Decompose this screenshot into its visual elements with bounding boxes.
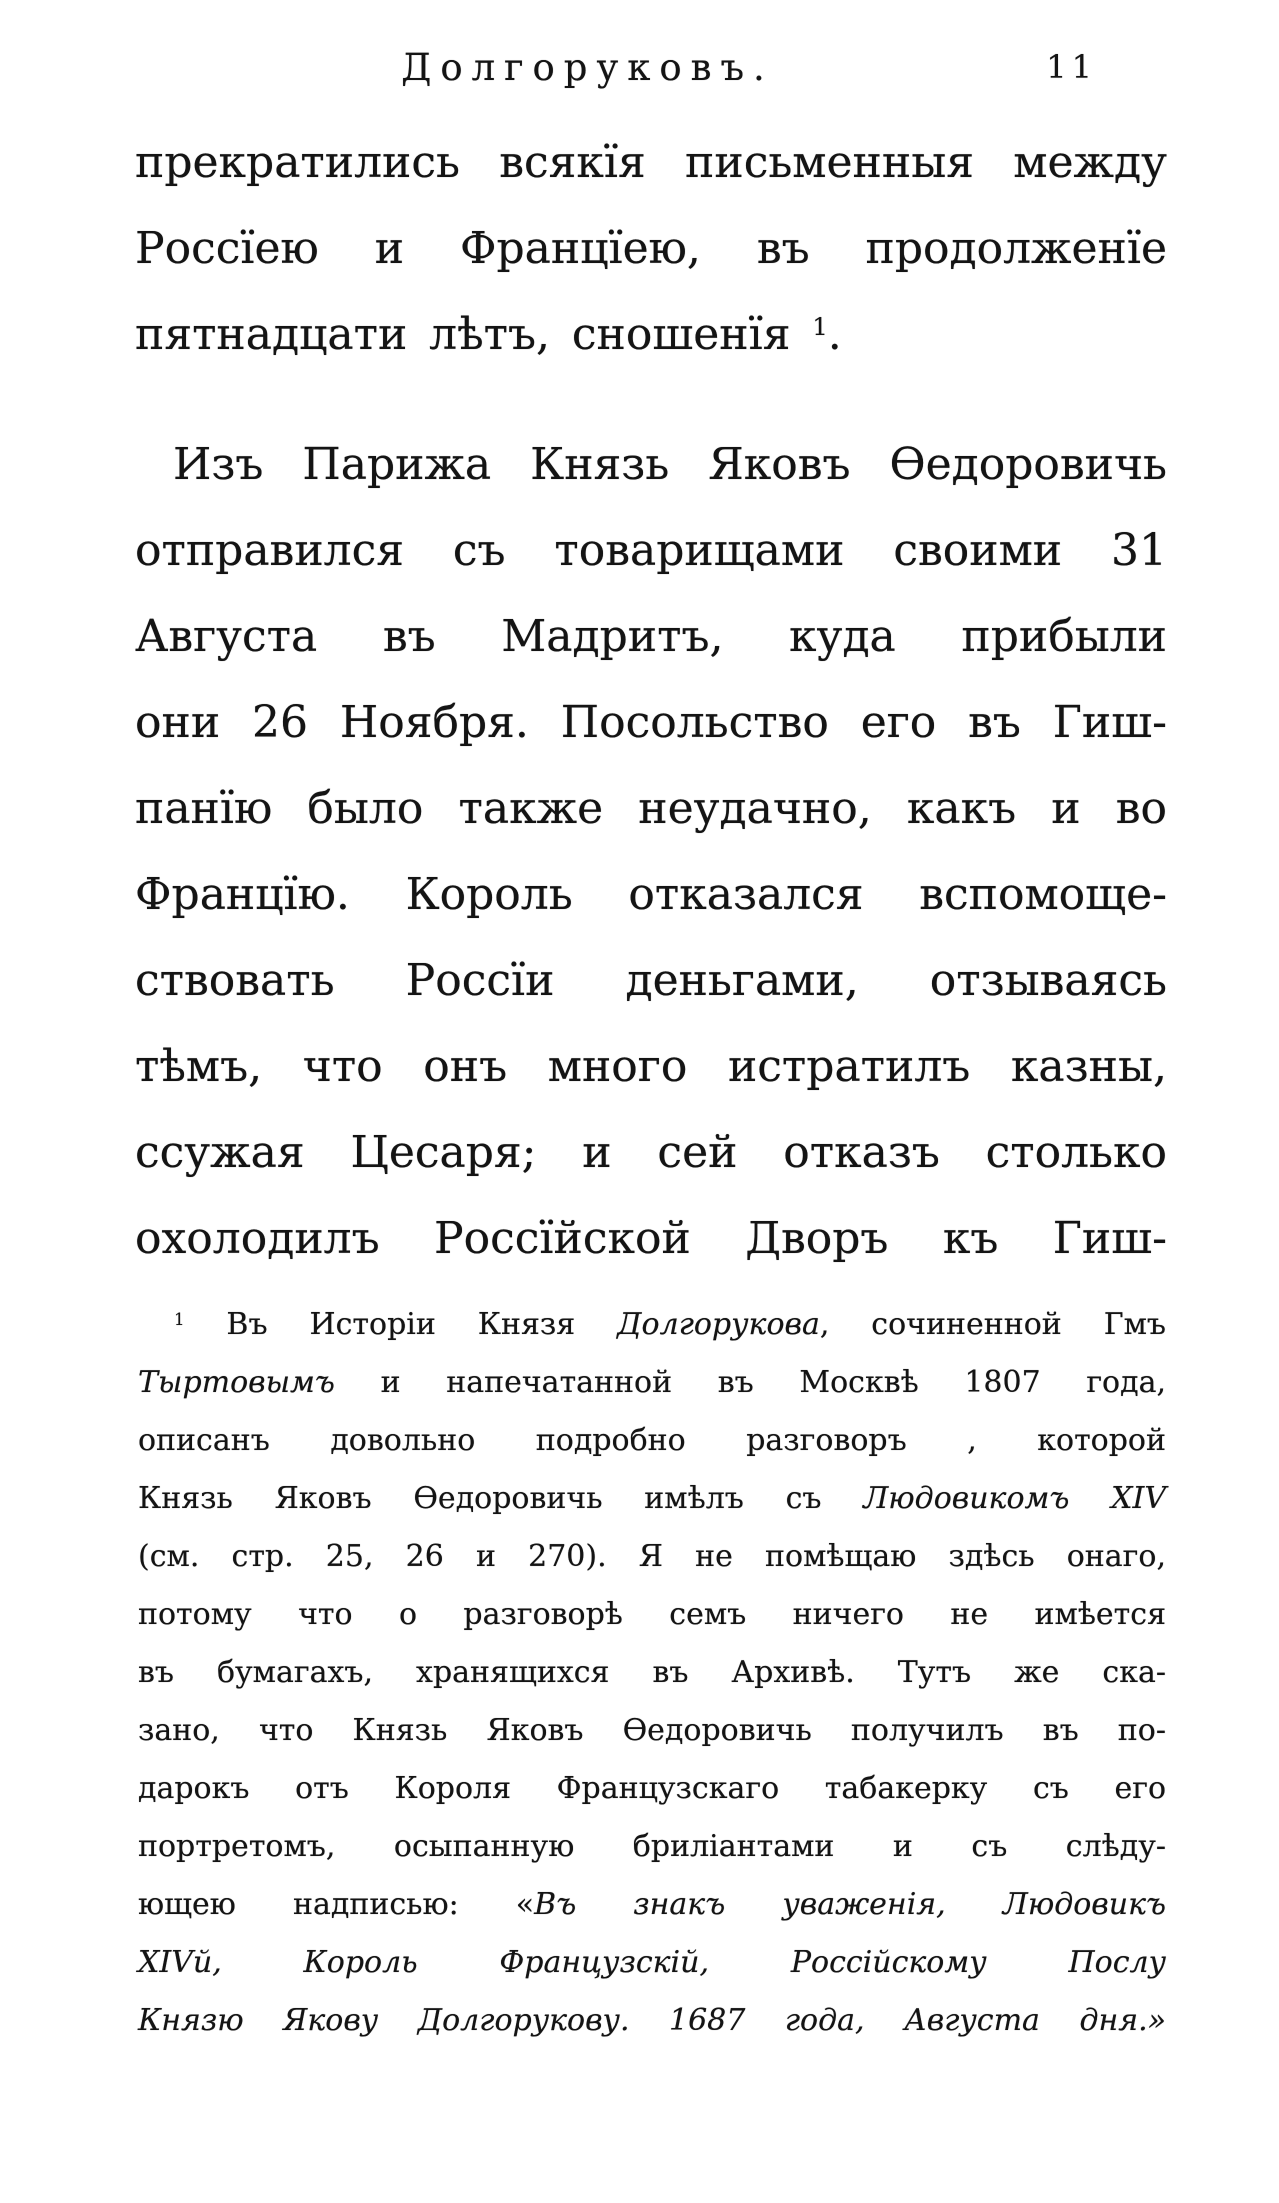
text-segment: Долгорукова: [617, 1307, 820, 1342]
text-line: [138, 1818, 1166, 1876]
text-line: [138, 1702, 1166, 1760]
footnote-reference-mark: 1: [174, 1310, 185, 1329]
text-line: [138, 1470, 1166, 1528]
text-segment: дарокъ отъ Короля Французскаго табакерку съ его: [138, 1771, 1166, 1806]
text-line: [135, 508, 1167, 594]
text-segment: и напечатанной въ Москвѣ 1807 года,: [334, 1365, 1166, 1400]
text-segment: отправился съ товарищами своими 31: [135, 525, 1167, 576]
text-segment: Людовикомъ XIV: [863, 1481, 1166, 1516]
text-segment: въ бумагахъ, хранящихся въ Архивѣ. Тутъ же ска-: [138, 1655, 1166, 1690]
text-line: [135, 1196, 1167, 1282]
text-segment: (см. стр. 25, 26 и 270). Я не помѣщаю здѣсь онаго,: [138, 1539, 1166, 1574]
main-text-block: [135, 120, 1167, 1282]
text-line: [135, 852, 1167, 938]
text-segment: Въ Исторіи Князя: [184, 1307, 618, 1342]
text-segment: зано, что Князь Яковъ Ѳедоровичь получилъ въ по-: [138, 1713, 1166, 1748]
text-line: [138, 1934, 1166, 1992]
text-line: [138, 1528, 1166, 1586]
text-line: [138, 1876, 1166, 1934]
text-line: [135, 1024, 1167, 1110]
text-segment: пятнадцати лѣтъ, сношенїя: [135, 309, 813, 360]
text-line: [135, 1110, 1167, 1196]
running-title: Долгоруковъ.: [401, 46, 774, 89]
text-line: [138, 1760, 1166, 1818]
text-line: [135, 766, 1167, 852]
text-line: [135, 120, 1167, 206]
text-line: [138, 1644, 1166, 1702]
text-segment: Князю Якову Долгорукову. 1687 года, Августа дня.»: [138, 2003, 1166, 2038]
text-line: [135, 594, 1167, 680]
text-segment: Россїею и Францїею, въ продолженїе: [135, 223, 1167, 274]
text-segment: ствовать Россїи деньгами, отзываясь: [135, 955, 1167, 1006]
text-segment: , сочиненной Гмъ: [819, 1307, 1166, 1342]
text-line: [135, 206, 1167, 292]
text-segment: портретомъ, осыпанную бриліантами и съ слѣду-: [138, 1829, 1166, 1864]
text-segment: Августа въ Мадритъ, куда прибыли: [135, 611, 1167, 662]
text-segment: ссужая Цесаря; и сей отказъ столько: [135, 1127, 1167, 1178]
text-line: [138, 1296, 1166, 1354]
footnote-1: [138, 1296, 1166, 2050]
text-line: [138, 1354, 1166, 1412]
text-segment: Князь Яковъ Ѳедоровичь имѣлъ съ: [138, 1481, 864, 1516]
text-segment: Францїю. Король отказался вспомоще-: [135, 869, 1167, 920]
footnote-block: [138, 1296, 1166, 2050]
text-segment: тѣмъ, что онъ много истратилъ казны,: [135, 1041, 1167, 1092]
paragraph-1: [135, 120, 1167, 378]
text-segment: панїю было также неудачно, какъ и во: [135, 783, 1167, 834]
text-line: [138, 1412, 1166, 1470]
text-line: [138, 1992, 1166, 2050]
text-segment: Въ знакъ уваженія, Людовикъ: [534, 1887, 1167, 1922]
text-segment: охолодилъ Россїйской Дворъ къ Гиш-: [135, 1213, 1167, 1264]
footnote-reference-mark: 1: [812, 313, 828, 341]
text-line: [138, 1586, 1166, 1644]
text-segment: Изъ Парижа Князь Яковъ Ѳедоровичь: [173, 439, 1167, 490]
text-segment: XIVй, Король Французскій, Россійскому Послу: [138, 1945, 1166, 1980]
text-line: [135, 680, 1167, 766]
page-number: 11: [1046, 48, 1097, 86]
text-segment: ющею надписью: «: [138, 1887, 535, 1922]
text-segment: описанъ довольно подробно разговоръ , которой: [138, 1423, 1166, 1458]
text-line: [135, 938, 1167, 1024]
paragraph-2: [135, 422, 1167, 1282]
text-segment: они 26 Ноября. Посольство его въ Гиш-: [135, 697, 1167, 748]
text-segment: .: [827, 309, 842, 360]
text-segment: потому что о разговорѣ семъ ничего не имѣется: [138, 1597, 1166, 1632]
text-line: [135, 422, 1167, 508]
text-line: [135, 292, 1167, 378]
text-segment: прекратились всякїя письменныя между: [135, 137, 1167, 188]
text-segment: Тыртовымъ: [138, 1365, 335, 1400]
